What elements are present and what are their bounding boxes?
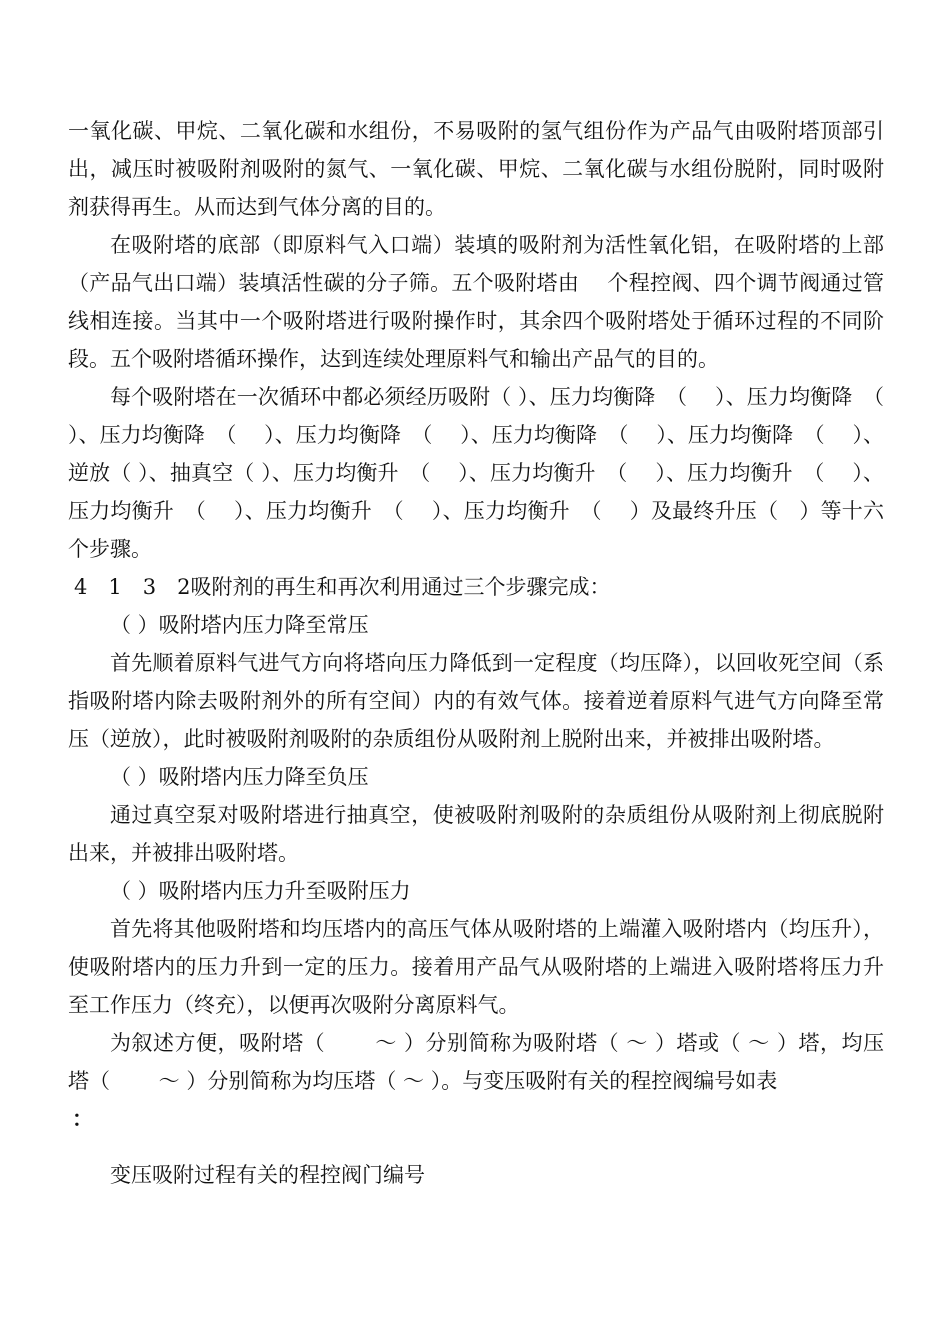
paragraph-tail-colon: ： [72, 1106, 93, 1131]
paragraph-gas-separation: 一氧化碳、甲烷、二氧化碳和水组份，不易吸附的氢气组份作为产品气由吸附塔顶部引出，减压时被吸附剂吸附的氮气、一氧化碳、甲烷、二氧化碳与水组份脱附，同时吸附剂获得再生。从而达到气体分离的目的。 [68, 119, 884, 219]
step3-title: （ ）吸附塔内压力升至吸附压力 [110, 879, 411, 903]
step1-title: （ ）吸附塔内压力降至常压 [110, 613, 369, 637]
paragraph-adsorbent-loading: 在吸附塔的底部（即原料气入口端）装填的吸附剂为活性氧化铝，在吸附塔的上部（产品气出口端）装填活性碳的分子筛。五个吸附塔由 个程控阀、四个调节阀通过管线相连接。当其中一个吸附塔进行吸附操作时，其余四个吸附塔处于循环过程的不同阶段。五个吸附塔循环操作，达到连续处理原料气和输出产品气的目的。 [68, 233, 884, 371]
step2-title: （ ）吸附塔内压力降至负压 [110, 765, 369, 789]
paragraph-sixteen-steps: 每个吸附塔在一次循环中都必须经历吸附（ ）、压力均衡降 （ ）、压力均衡降 （ ）、压力均衡降 （ ）、压力均衡降 （ ）、压力均衡降 （ ）、压力均衡降 （ ）、逆放（ ）、抽真空（ ）、压力均衡升 （ ）、压力均衡升 （ ）、压力均衡升 （ ）、压力均衡升 （ ）、压力均衡升 （ ）、压力均衡升 （ ）及最终升压（ ）等十六个步骤。 [68, 385, 912, 561]
table-caption: 变压吸附过程有关的程控阀门编号 [110, 1163, 425, 1187]
step1-body: 首先顺着原料气进气方向将塔向压力降低到一定程度（均压降），以回收死空间（系指吸附塔内除去吸附剂外的所有空间）内的有效气体。接着逆着原料气进气方向降至常压（逆放），此时被吸附剂吸附的杂质组份从吸附剂上脱附出来，并被排出吸附塔。 [68, 651, 884, 751]
section-heading: 4 1 3 2吸附剂的再生和再次利用通过三个步骤完成： [74, 575, 611, 599]
paragraph-naming-convention: 为叙述方便，吸附塔（ ～ ）分别简称为吸附塔（ ～ ）塔或（ ～ ）塔，均压塔（ ～ ）分别简称为均压塔（ ～ ）。与变压吸附有关的程控阀编号如表 [68, 1031, 884, 1093]
step3-body: 首先将其他吸附塔和均压塔内的高压气体从吸附塔的上端灌入吸附塔内（均压升），使吸附塔内的压力升到一定的压力。接着用产品气从吸附塔的上端进入吸附塔将压力升至工作压力（终充），以便再次吸附分离原料气。 [68, 917, 884, 1017]
step2-body: 通过真空泵对吸附塔进行抽真空，使被吸附剂吸附的杂质组份从吸附剂上彻底脱附出来，并被排出吸附塔。 [68, 803, 884, 865]
document-page [68, 112, 912, 1194]
